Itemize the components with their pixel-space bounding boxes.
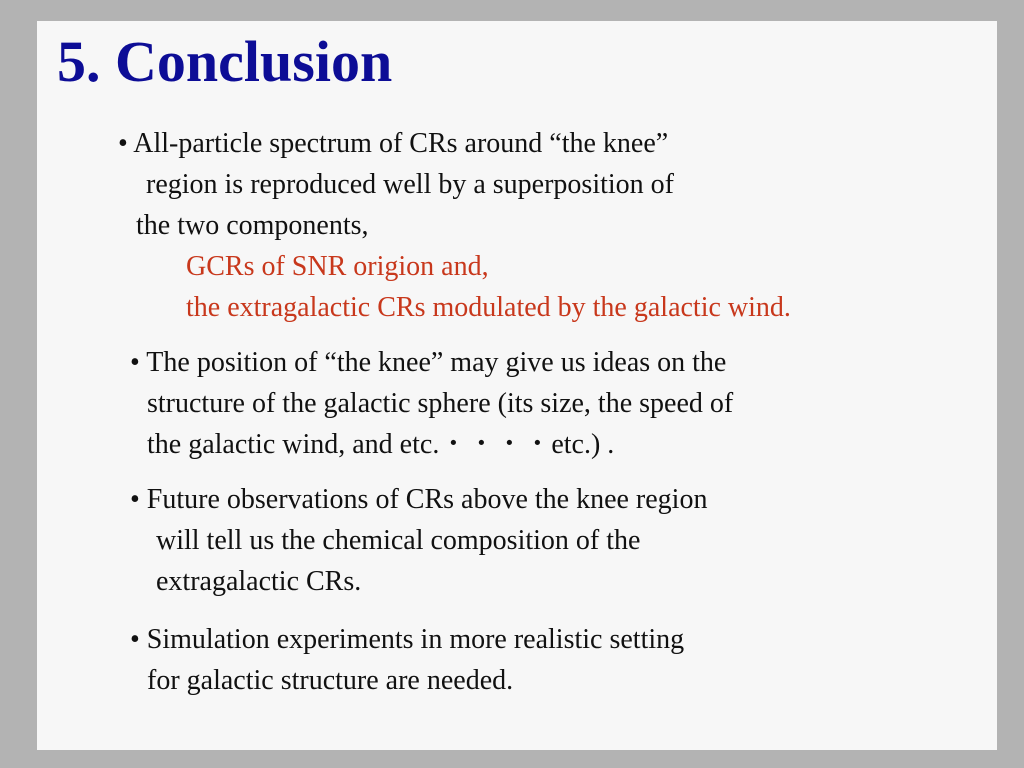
highlight-line: the extragalactic CRs modulated by the galactic wind. [186, 292, 791, 323]
bullet-line: • The position of “the knee” may give us ideas on the [130, 347, 727, 378]
bullet-line: structure of the galactic sphere (its size, the speed of [147, 388, 734, 419]
bullet-line: • All-particle spectrum of CRs around “the knee” [118, 128, 669, 159]
bullet-line: • Future observations of CRs above the knee region [130, 484, 708, 515]
bullet-line: the two components, [136, 210, 369, 241]
highlight-line: GCRs of SNR origion and, [186, 251, 489, 282]
bullet-line: will tell us the chemical composition of the [156, 525, 641, 556]
slide-title: 5. Conclusion [57, 29, 393, 94]
bullet-line: extragalactic CRs. [156, 566, 362, 597]
bullet-line: • Simulation experiments in more realistic setting [130, 624, 685, 655]
bullet-line: the galactic wind, and etc.・・・・etc.) . [147, 429, 615, 460]
bullet-line: for galactic structure are needed. [147, 665, 514, 696]
bullet-line: region is reproduced well by a superposition of [146, 169, 674, 200]
